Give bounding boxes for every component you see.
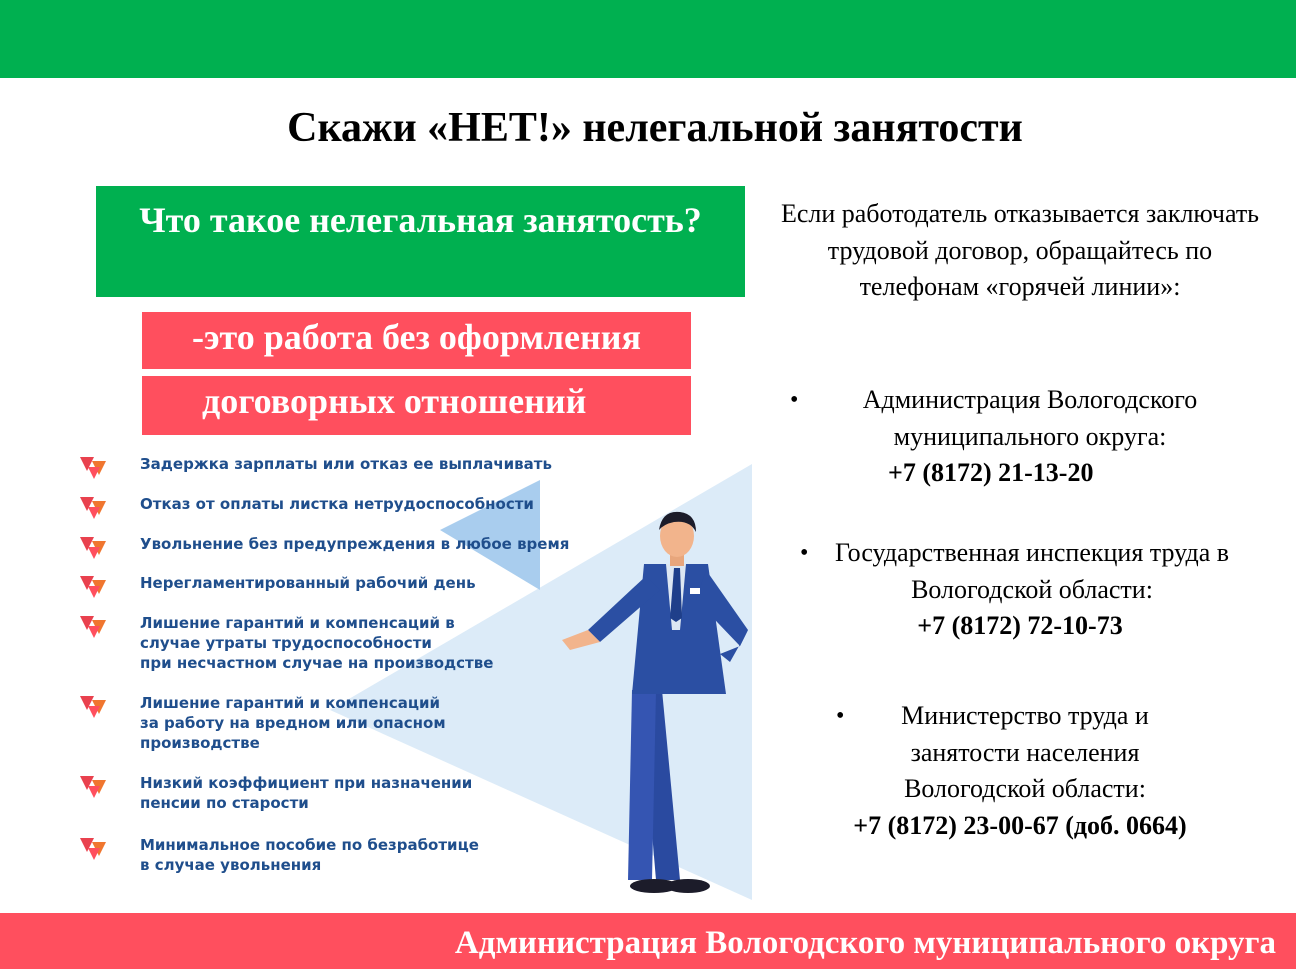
- triangle-marker-icon: [80, 616, 108, 638]
- footer-bar: [0, 913, 1296, 969]
- page-title: Скажи «НЕТ!» нелегальной занятости: [287, 105, 1023, 151]
- bullet-icon: •: [800, 540, 809, 566]
- contact-org: Министерство труда и занятости населения Вологодской области:: [901, 701, 1149, 803]
- triangle-marker-icon: [80, 576, 108, 598]
- contact-phone[interactable]: +7 (8172) 21-13-20: [888, 458, 1094, 487]
- definition-answer-line-2: договорных отношений: [142, 376, 691, 435]
- risk-item-5: Лишение гарантий и компенсаций в случае утраты трудоспособности при несчастном случае на производстве: [80, 613, 600, 673]
- bullet-icon: •: [836, 703, 845, 729]
- triangle-marker-icon: [80, 537, 108, 559]
- triangle-marker-icon: [80, 776, 108, 798]
- contact-org: Администрация Вологодского муниципального округа:: [862, 385, 1198, 451]
- hotline-intro: Если работодатель отказывается заключать трудовой договор, обращайтесь по телефонам «горячей линии»:: [780, 199, 1260, 301]
- contact-inspection: [770, 535, 1270, 645]
- risk-item-3: Увольнение без предупреждения в любое время: [80, 534, 600, 554]
- triangle-marker-icon: [80, 497, 108, 519]
- triangle-marker-icon: [80, 457, 108, 479]
- risk-item-1: Задержка зарплаты или отказ ее выплачивать: [80, 454, 600, 474]
- bullet-icon: •: [790, 387, 799, 413]
- footer-text: Администрация Вологодского муниципального округа: [454, 925, 1276, 961]
- definition-answer-line-1: -это работа без оформления: [142, 312, 691, 369]
- risk-item-7: Низкий коэффициент при назначении пенсии по старости: [80, 773, 600, 813]
- definition-question: Что такое нелегальная занятость?: [96, 186, 745, 297]
- triangle-marker-icon: [80, 696, 108, 718]
- triangle-marker-icon: [80, 838, 108, 860]
- contact-ministry: [770, 698, 1270, 844]
- risk-item-8: Минимальное пособие по безработице в случае увольнения: [80, 835, 600, 875]
- top-green-bar: [0, 0, 1296, 78]
- contact-org: Государственная инспекция труда в Вологодской области:: [834, 538, 1230, 604]
- contact-phone[interactable]: +7 (8172) 72-10-73: [917, 611, 1123, 640]
- hotline-section: [770, 196, 1270, 840]
- contact-admin: [770, 382, 1270, 492]
- risk-item-4: Нерегламентированный рабочий день: [80, 573, 600, 593]
- risk-item-6: Лишение гарантий и компенсаций за работу на вредном или опасном производстве: [80, 693, 600, 753]
- contact-phone[interactable]: +7 (8172) 23-00-67 (доб. 0664): [853, 810, 1187, 840]
- risk-item-2: Отказ от оплаты листка нетрудоспособности: [80, 494, 600, 514]
